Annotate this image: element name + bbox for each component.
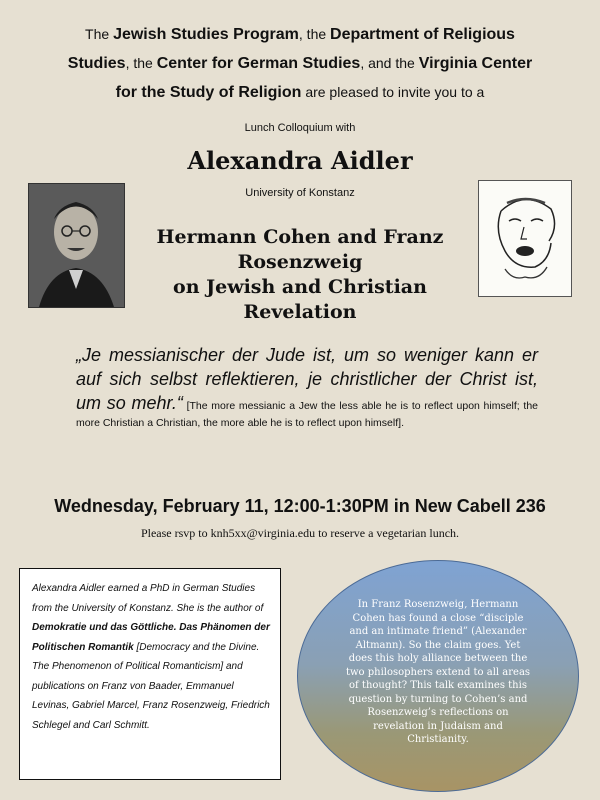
speaker-university: University of Konstanz [245, 187, 355, 199]
speaker-bio-box [19, 568, 281, 780]
bio-text-2: [Democracy and the Divine. The Phenomenon of Political Romanticism] and publications on Franz von Baader, Emmanuel Levinas, Gabriel Marcel, Franz Rosenzweig, Friedrich Schlegel and Carl Schmitt. [32, 641, 270, 731]
talk-title [120, 225, 480, 325]
jewish-studies-program: Jewish Studies Program [113, 26, 299, 43]
rsvp-note: Please rsvp to knh5xx@virginia.edu to reserve a vegetarian lunch. [140, 526, 460, 540]
event-date-location: Wednesday, February 11, 12:00-1:30PM in New Cabell 236 [54, 496, 546, 516]
talk-title-line-2: on Jewish and Christian Revelation [173, 276, 427, 323]
lunch-colloquium-label: Lunch Colloquium with [244, 122, 356, 134]
hosts-sep-3: , and the [360, 55, 415, 71]
portrait-sketch-icon [479, 181, 571, 296]
bio-book-title: Demokratie und das Göttliche. Das Phänomen der Politischen Romantik [32, 622, 270, 653]
speaker-name: Alexandra Aidler [187, 146, 413, 175]
center-german-studies: Center for German Studies [156, 55, 361, 72]
german-quote: „Je messianischer der Jude ist, um so weniger kann er auf sich selbst reflektieren, je christlicher der Christ ist, um so mehr.“ [76, 345, 538, 413]
hermann-cohen-photo [28, 183, 125, 308]
talk-abstract: In Franz Rosenzweig, Hermann Cohen has found a close “disciple and an intimate friend” (Alexander Altmann). So the claim goes. Yet does this holy alliance between the two philosophers extend to all areas of thought? This talk examines this question by turning to Cohen’s and Rosenzweig’s reflections on revelation in Judaism and Christianity. [345, 599, 531, 745]
franz-rosenzweig-sketch [478, 180, 572, 297]
english-translation: [The more messianic a Jew the less able he is to reflect upon himself; the more Christian a Christian, the more able he is to reflect upon himself]. [76, 400, 538, 429]
hosts-sep-2: , the [125, 55, 153, 71]
hosts-sep-1: , the [298, 26, 327, 42]
department-religious-studies: Department of Religious Studies [67, 26, 515, 72]
hosts-invite: are pleased to invite you to a [305, 84, 485, 100]
virginia-center-religion: Virginia Center for the Study of Religion [115, 55, 533, 101]
portrait-photo-icon [29, 184, 124, 307]
hosting-departments [60, 20, 540, 107]
hosts-the: The [85, 26, 110, 42]
quotation [76, 343, 538, 432]
bio-text-1: Alexandra Aidler earned a PhD in German Studies from the University of Konstanz. She is the author of [32, 583, 264, 614]
talk-title-line-1: Hermann Cohen and Franz Rosenzweig [156, 226, 444, 273]
